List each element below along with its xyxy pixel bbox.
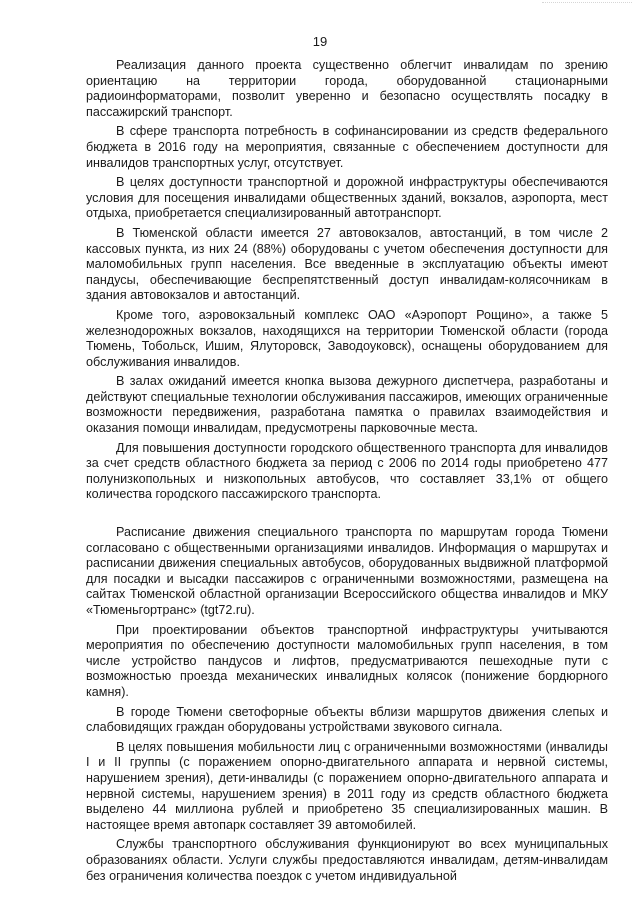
paragraph-3: В целях доступности транспортной и дорожной инфраструктуры обеспечиваются условия для посещения инвалидами общественных зданий, вокзалов, аэропорта, мест отдыха, приобретается специализированный автотранспорт.	[86, 175, 608, 221]
scan-edge-marks	[542, 2, 632, 9]
paragraph-6: В залах ожиданий имеется кнопка вызова дежурного диспетчера, разработаны и действуют специальные технологии обслуживания пассажиров, имеющих ограниченные возможности передвижения, разработана памятка о правилах взаимодействия и оказания помощи инвалидам, предусмотрены парковочные места.	[86, 374, 608, 436]
paragraph-8: Расписание движения специального транспорта по маршрутам города Тюмени согласовано с общественными организациями инвалидов. Информация о маршрутах и расписании движения специальных автобусов, оборудованных выдвижной платформой для посадки и высадки пассажиров с ограниченными возможностями, размещена на сайтах Тюменской областной организации Всероссийского общества инвалидов и МКУ «Тюменьгортранс» (tgt72.ru).	[86, 525, 608, 617]
paragraph-10: В городе Тюмени светофорные объекты вблизи маршрутов движения слепых и слабовидящих граждан оборудованы устройствами звукового сигнала.	[86, 704, 608, 735]
paragraph-2: В сфере транспорта потребность в софинансировании из средств федерального бюджета в 2016 году на мероприятия, связанные с обеспечением доступности для инвалидов транспортных услуг, отсутствует.	[86, 124, 608, 170]
paragraph-12: Службы транспортного обслуживания функционируют во всех муниципальных образованиях области. Услуги службы предоставляются инвалидам, детям-инвалидам без ограничения количества поездок с учетом индивидуальной	[86, 837, 608, 883]
paragraph-5: Кроме того, аэровокзальный комплекс ОАО «Аэропорт Рощино», а также 5 железнодорожных вокзалов, находящихся на территории Тюменской области (города Тюмень, Тобольск, Ишим, Ялуторовск, Заводоуковск), оснащены оборудованием для обслуживания инвалидов.	[86, 307, 608, 369]
paragraph-4: В Тюменской области имеется 27 автовокзалов, автостанций, в том числе 2 кассовых пункта, из них 24 (88%) оборудованы с учетом обеспечения доступности для маломобильных групп населения. Все введенные в эксплуатацию объекты имеют пандусы, обеспечивающие беспрепятственный доступ инвалидам-колясочникам в здания автовокзалов и автостанций.	[86, 225, 608, 303]
paragraph-1: Реализация данного проекта существенно облегчит инвалидам по зрению ориентацию на территории города, оборудованной стационарными радиоинформаторами, позволит уверенно и безопасно осуществлять посадку в пассажирский транспорт.	[86, 58, 608, 119]
paragraph-11: В целях повышения мобильности лиц с ограниченными возможностями (инвалиды I и II группы (с поражением опорно-двигательного аппарата и нервной системы, нарушением зрения), дети-инвалиды (с поражением опорно-двигательного аппарата и нервной системы, нарушением зрения) в 2011 году из средств областного бюджета выделено 44 миллиона рублей и приобретено 35 специализированных машин. В настоящее время автопарк составляет 39 автомобилей.	[86, 739, 608, 832]
page-number: 19	[312, 34, 328, 49]
paragraph-7: Для повышения доступности городского общественного транспорта для инвалидов за счет средств областного бюджета за период с 2006 по 2014 годы приобретено 477 полунизкопольных и низкопольных автобусов, что составляет 33,1% от общего количества городского пассажирского транспорта.	[86, 440, 608, 502]
document-body	[86, 58, 608, 888]
paragraph-9: При проектировании объектов транспортной инфраструктуры учитываются мероприятия по обеспечению доступности маломобильных групп населения, в том числе устройство пандусов и лифтов, предусматриваются пешеходные пути с возможностью проезда механических инвалидных колясок (понижение бордюрного камня).	[86, 622, 608, 699]
